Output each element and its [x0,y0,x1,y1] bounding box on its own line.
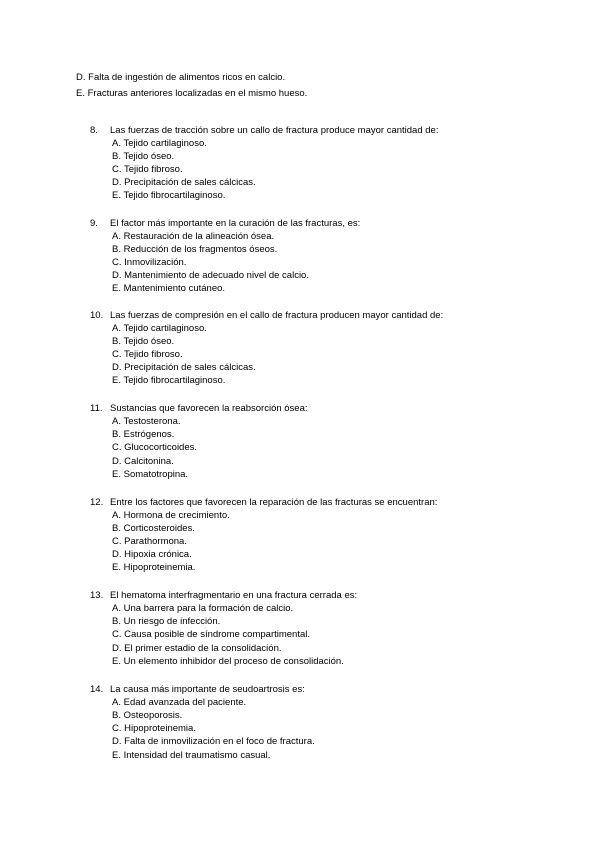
option-text: Tejido óseo. [123,151,175,162]
option-text: Una barrera para la formación de calcio. [123,603,294,614]
option-text: Hipoproteinemia. [124,723,196,734]
option-text: Tejido cartilaginoso. [123,323,207,334]
option-letter: B. [112,523,121,534]
question-11-option-d [112,456,174,468]
option-text: Intensidad del traumatismo casual. [123,750,271,761]
question-14-option-b [112,710,182,722]
option-letter: B. [112,429,121,440]
option-letter: D. [112,549,122,560]
option-text: Parathormona. [124,536,187,547]
question-11-option-e [112,469,188,481]
question-8-option-a [112,138,207,150]
option-letter: C. [112,629,122,640]
option-text: Tejido fibroso. [123,349,183,360]
question-number: 13. [90,590,104,601]
option-letter: E. [112,750,121,761]
question-14-option-e [112,750,270,762]
option-letter: D. [112,456,122,467]
option-text: Un riesgo de infección. [123,616,221,627]
question-text: Sustancias que favorecen la reabsorción ósea: [110,403,308,414]
question-13-option-e [112,656,344,668]
option-text: Precipitación de sales cálcicas. [124,177,256,188]
question-12-option-d [112,549,192,561]
option-text: Falta de ingestión de alimentos ricos en calcio. [88,72,286,83]
option-letter: D. [112,177,122,188]
option-letter: C. [112,257,122,268]
option-letter: C. [112,723,122,734]
question-number: 14. [90,684,104,695]
question-12 [90,497,437,509]
option-letter: D. [112,362,122,373]
question-12-option-e [112,562,195,574]
question-9-option-e [112,283,225,295]
question-text: Las fuerzas de tracción sobre un callo de fractura produce mayor cantidad de: [110,125,439,136]
option-text: Hipoxia crónica. [124,549,192,560]
question-11 [90,403,308,415]
option-letter: A. [112,138,121,149]
option-letter: A. [112,603,121,614]
question-11-option-a [112,416,181,428]
option-text: El primer estadio de la consolidación. [124,643,282,654]
question-14 [90,684,305,696]
question-14-option-a [112,697,246,709]
option-text: Tejido cartilaginoso. [123,138,207,149]
question-8-option-d [112,177,256,189]
question-13-option-c [112,629,310,641]
option-letter: D. [76,72,86,83]
question-text: Las fuerzas de compresión en el callo de fractura producen mayor cantidad de: [110,310,444,321]
option-text: Restauración de la alineación ósea. [123,231,275,242]
option-text: Somatotropina. [123,469,189,480]
question-10 [90,310,443,322]
option-letter: B. [112,616,121,627]
option-text: Fracturas anteriores localizadas en el mismo hueso. [87,88,308,99]
question-14-option-d [112,736,315,748]
option-text: Mantenimiento de adecuado nivel de calcio. [124,270,309,281]
option-text: Hormona de crecimiento. [123,510,230,521]
option-text: Causa posible de síndrome compartimental. [124,629,311,640]
question-8-option-c [112,164,183,176]
option-text: Corticosteroides. [123,523,195,534]
question-9-option-b [112,244,277,256]
option-letter: E. [112,375,121,386]
question-11-option-b [112,429,174,441]
option-text: Mantenimiento cutáneo. [123,283,226,294]
question-number: 10. [90,310,104,321]
option-text: Estrógenos. [123,429,175,440]
question-10-option-b [112,336,174,348]
question-13 [90,590,357,602]
option-letter: E. [112,562,121,573]
question-text: El factor más importante en la curación de las fracturas, es: [110,218,361,229]
question-12-option-c [112,536,187,548]
option-letter: C. [112,536,122,547]
option-letter: D. [112,643,122,654]
question-12-option-b [112,523,195,535]
option-letter: C. [112,164,122,175]
option-text: Tejido fibroso. [123,164,183,175]
option-letter: E. [112,656,121,667]
question-number: 11. [90,403,103,414]
option-text: Tejido óseo. [123,336,175,347]
option-text: Falta de inmovilización en el foco de fractura. [124,736,315,747]
option-letter: A. [112,231,121,242]
option-letter: B. [112,151,121,162]
question-text: La causa más importante de seudoartrosis es: [110,684,305,695]
option-letter: A. [112,697,121,708]
question-text: Entre los factores que favorecen la reparación de las fracturas se encuentran: [110,497,438,508]
option-letter: B. [112,336,121,347]
option-letter: C. [112,442,122,453]
option-letter: A. [112,510,121,521]
question-number: 12. [90,497,104,508]
option-text: Precipitación de sales cálcicas. [124,362,256,373]
question-9-option-d [112,270,309,282]
question-9 [90,218,360,230]
question-13-option-d [112,643,282,655]
option-letter: B. [112,710,121,721]
question-number: 8. [90,125,98,136]
option-text: Calcitonina. [124,456,174,467]
question-10-option-e [112,375,225,387]
question-10-option-d [112,362,256,374]
question-13-option-a [112,603,293,615]
question-8 [90,125,438,137]
question-number: 9. [90,218,98,229]
question-9-option-c [112,257,186,269]
question-8-option-e [112,190,225,202]
question-10-option-c [112,349,183,361]
option-letter: E. [112,469,121,480]
option-text: Tejido fibrocartilaginoso. [123,190,226,201]
option-text: Osteoporosis. [123,710,183,721]
option-letter: A. [112,416,121,427]
option-text: Un elemento inhibidor del proceso de consolidación. [123,656,344,667]
question-12-option-a [112,510,230,522]
option-letter: E. [112,283,121,294]
option-letter: D. [112,270,122,281]
question-11-option-c [112,442,197,454]
option-letter: E. [76,88,85,99]
option-text: Tejido fibrocartilaginoso. [123,375,226,386]
option-text: Edad avanzada del paciente. [123,697,247,708]
option-letter: B. [112,244,121,255]
option-text: Testosterona. [123,416,181,427]
lead-option-e [76,88,307,100]
option-text: Reducción de los fragmentos óseos. [123,244,278,255]
question-10-option-a [112,323,207,335]
option-letter: A. [112,323,121,334]
question-14-option-c [112,723,196,735]
lead-option-d [76,72,285,84]
question-13-option-b [112,616,220,628]
option-letter: C. [112,349,122,360]
question-text: El hematoma interfragmentario en una fractura cerrada es: [110,590,358,601]
option-text: Hipoproteinemia. [123,562,196,573]
option-text: Glucocorticoides. [124,442,198,453]
option-letter: D. [112,736,122,747]
option-text: Inmovilización. [124,257,187,268]
option-letter: E. [112,190,121,201]
question-8-option-b [112,151,174,163]
question-9-option-a [112,231,274,243]
